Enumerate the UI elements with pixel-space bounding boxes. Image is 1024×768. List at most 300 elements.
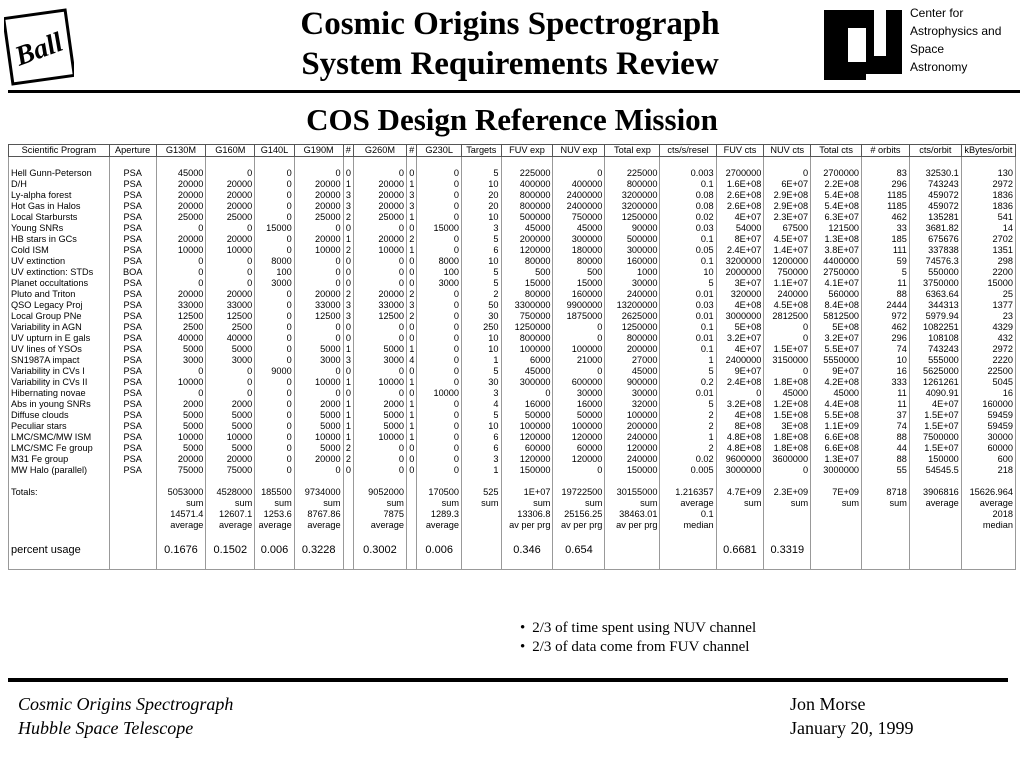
table-cell: Ly-alpha forest (9, 190, 110, 201)
table-cell: 1 (660, 432, 716, 443)
table-cell: 60000 (553, 443, 605, 454)
table-cell: 2 (660, 443, 716, 454)
table-cell: 0 (255, 190, 294, 201)
table-cell (255, 531, 294, 542)
table-cell: 2702 (961, 234, 1015, 245)
table-cell: 3 (343, 201, 353, 212)
casa-line-2: Astrophysics and (910, 24, 1002, 38)
table-cell: 3000000 (716, 465, 764, 476)
table-cell: 750000 (764, 267, 811, 278)
table-cell: 40000 (156, 333, 206, 344)
table-cell: 800000 (605, 333, 660, 344)
table-cell: average (909, 498, 961, 509)
table-cell (660, 476, 716, 487)
column-header: cts/s/resel (660, 145, 716, 157)
table-cell: PSA (109, 388, 156, 399)
table-cell: 37 (862, 410, 910, 421)
table-cell: 3000 (156, 355, 206, 366)
table-cell: 50 (462, 300, 501, 311)
table-cell (501, 157, 553, 169)
table-cell: 0 (417, 421, 462, 432)
table-cell: 3150000 (764, 355, 811, 366)
table-cell: 5045 (961, 377, 1015, 388)
table-cell (206, 558, 255, 570)
table-cell: 30000 (605, 388, 660, 399)
table-cell: 0 (406, 465, 416, 476)
table-cell (343, 157, 353, 169)
table-cell: 10 (462, 344, 501, 355)
footer-author: Jon Morse (790, 694, 866, 714)
table-cell: 0.2 (660, 377, 716, 388)
table-cell: 5000 (206, 410, 255, 421)
table-cell (294, 558, 343, 570)
table-cell: av per prg (553, 520, 605, 531)
table-cell (462, 509, 501, 520)
table-cell: 4.8E+08 (716, 443, 764, 454)
table-cell: 38463.01 (605, 509, 660, 520)
table-row (9, 421, 1016, 432)
table-cell: 9E+07 (716, 366, 764, 377)
table-cell: 0 (406, 168, 416, 179)
table-cell: 0 (417, 190, 462, 201)
table-cell: 1250000 (501, 322, 553, 333)
table-row (9, 256, 1016, 267)
table-cell (961, 157, 1015, 169)
table-cell: 2 (343, 212, 353, 223)
column-header: NUV cts (764, 145, 811, 157)
table-cell: 1 (343, 410, 353, 421)
table-row (9, 300, 1016, 311)
table-cell: 12607.1 (206, 509, 255, 520)
table-cell: 3000 (255, 278, 294, 289)
table-cell: Hell Gunn-Peterson (9, 168, 110, 179)
table-cell: 1 (660, 355, 716, 366)
table-row (9, 432, 1016, 443)
table-cell: 5 (462, 366, 501, 377)
table-cell: 5000 (156, 443, 206, 454)
table-cell: 11 (862, 278, 910, 289)
table-cell: 0 (343, 465, 353, 476)
table-cell: 45000 (501, 223, 553, 234)
table-cell: 5053000 (156, 487, 206, 498)
table-cell (406, 157, 416, 169)
table-cell: 9052000 (353, 487, 406, 498)
table-cell (553, 531, 605, 542)
table-cell: 20 (462, 201, 501, 212)
table-cell: 20000 (353, 234, 406, 245)
table-cell: 0 (206, 267, 255, 278)
table-cell: 100 (417, 267, 462, 278)
table-cell: 4329 (961, 322, 1015, 333)
table-cell: 100000 (501, 421, 553, 432)
table-cell: 30 (462, 377, 501, 388)
column-header: Aperture (109, 145, 156, 157)
table-cell: 200000 (605, 421, 660, 432)
table-cell: 108108 (909, 333, 961, 344)
table-cell: 45000 (553, 223, 605, 234)
table-cell (660, 558, 716, 570)
table-row (9, 344, 1016, 355)
table-cell: 111 (862, 245, 910, 256)
table-cell: 13306.8 (501, 509, 553, 520)
table-cell: 0 (294, 256, 343, 267)
table-cell: 13200000 (605, 300, 660, 311)
table-cell: 0 (417, 377, 462, 388)
table-cell: 74 (862, 344, 910, 355)
table-cell: 5 (462, 267, 501, 278)
table-cell: 218 (961, 465, 1015, 476)
table-cell: 25000 (353, 212, 406, 223)
table-cell: PSA (109, 278, 156, 289)
table-cell: 0.003 (660, 168, 716, 179)
table-cell: 0 (417, 432, 462, 443)
table-cell: average (660, 498, 716, 509)
table-cell: 1 (343, 432, 353, 443)
table-cell: 0 (764, 465, 811, 476)
table-cell: LMC/SMC Fe group (9, 443, 110, 454)
table-cell: 100000 (605, 410, 660, 421)
table-cell (9, 157, 110, 169)
table-cell: 4090.91 (909, 388, 961, 399)
table-cell: 4E+08 (716, 410, 764, 421)
page-title (250, 4, 770, 84)
table-cell: 0.346 (501, 542, 553, 558)
table-cell: 2000 (206, 399, 255, 410)
table-cell: 0 (294, 388, 343, 399)
table-cell: 1 (406, 377, 416, 388)
table-cell: PSA (109, 256, 156, 267)
table-cell: 5E+08 (811, 322, 862, 333)
table-cell: 0 (764, 333, 811, 344)
table-cell: 6000 (501, 355, 553, 366)
table-cell: 0.005 (660, 465, 716, 476)
table-cell: 3000 (353, 355, 406, 366)
table-cell (909, 509, 961, 520)
table-cell: Diffuse clouds (9, 410, 110, 421)
table-row (9, 212, 1016, 223)
table-cell: 0 (353, 443, 406, 454)
table-cell: 0 (417, 443, 462, 454)
table-cell: 59459 (961, 410, 1015, 421)
table-cell: 30 (462, 311, 501, 322)
table-cell: 3.8E+07 (811, 245, 862, 256)
table-cell: 900000 (605, 377, 660, 388)
table-cell (501, 558, 553, 570)
table-cell: 1.3E+08 (811, 234, 862, 245)
table-cell (406, 509, 416, 520)
table-cell: 3 (462, 454, 501, 465)
casa-line-1: Center for (910, 6, 964, 20)
table-cell: 800000 (501, 333, 553, 344)
table-cell: PSA (109, 333, 156, 344)
table-cell: 0.1 (660, 344, 716, 355)
table-cell: average (156, 520, 206, 531)
table-cell: 0 (255, 212, 294, 223)
table-cell: 1E+07 (501, 487, 553, 498)
table-cell: Variability in AGN (9, 322, 110, 333)
table-cell: 0 (255, 300, 294, 311)
table-cell: average (255, 520, 294, 531)
table-cell (716, 476, 764, 487)
table-cell: 5 (660, 399, 716, 410)
table-cell: 5.5E+08 (811, 410, 862, 421)
table-cell: 50000 (501, 410, 553, 421)
table-cell: 5000 (206, 421, 255, 432)
table-cell: Planet occultations (9, 278, 110, 289)
table-cell: 0 (294, 168, 343, 179)
table-cell: 20000 (353, 289, 406, 300)
table-cell (553, 157, 605, 169)
table-cell: MW Halo (parallel) (9, 465, 110, 476)
table-cell: 2400000 (553, 201, 605, 212)
average-label-row (9, 520, 1016, 531)
table-cell: 150000 (909, 454, 961, 465)
table-cell: 300000 (553, 234, 605, 245)
table-cell (764, 558, 811, 570)
table-cell: 5000 (294, 344, 343, 355)
table-cell: 1.3E+07 (811, 454, 862, 465)
table-cell: 6 (462, 432, 501, 443)
table-cell: 296 (862, 333, 910, 344)
table-cell: 10 (862, 355, 910, 366)
table-cell: 74576.3 (909, 256, 961, 267)
table-cell: 462 (862, 322, 910, 333)
table-cell: sum (501, 498, 553, 509)
column-header: # (406, 145, 416, 157)
table-cell (660, 531, 716, 542)
table-cell: 0.05 (660, 245, 716, 256)
table-cell: 0 (294, 322, 343, 333)
table-cell: 5000 (206, 344, 255, 355)
table-cell: 0 (255, 179, 294, 190)
column-header: Targets (462, 145, 501, 157)
table-cell: 32000 (605, 399, 660, 410)
table-cell: Young SNRs (9, 223, 110, 234)
table-cell: 45000 (156, 168, 206, 179)
table-row (9, 201, 1016, 212)
table-cell: 3 (406, 190, 416, 201)
table-cell: sum (255, 498, 294, 509)
table-cell: PSA (109, 201, 156, 212)
table-cell (811, 531, 862, 542)
table-cell: 0 (255, 322, 294, 333)
table-cell: 1 (406, 432, 416, 443)
table-cell: 0.1502 (206, 542, 255, 558)
table-cell: 160000 (961, 399, 1015, 410)
table-cell: 743243 (909, 344, 961, 355)
table-cell: 45000 (605, 366, 660, 377)
percent-usage-row (9, 542, 1016, 558)
table-cell: PSA (109, 322, 156, 333)
table-cell: 0 (406, 256, 416, 267)
table-cell: 10 (462, 256, 501, 267)
table-cell: 20000 (294, 201, 343, 212)
column-header: FUV cts (716, 145, 764, 157)
table-cell: 20000 (156, 190, 206, 201)
table-cell: Pluto and Triton (9, 289, 110, 300)
table-cell: 0 (716, 388, 764, 399)
table-cell: 972 (862, 311, 910, 322)
casa-line-4: Astronomy (910, 60, 968, 74)
table-cell: 15000 (961, 278, 1015, 289)
table-cell: 54000 (716, 223, 764, 234)
table-cell: 2220 (961, 355, 1015, 366)
table-cell: 0 (255, 289, 294, 300)
table-cell (909, 542, 961, 558)
table-cell: 12500 (206, 311, 255, 322)
table-cell: 3E+08 (764, 421, 811, 432)
table-cell: 9E+07 (811, 366, 862, 377)
spacer-row (9, 558, 1016, 570)
table-cell: 20000 (294, 454, 343, 465)
table-cell: 0 (417, 179, 462, 190)
table-cell (109, 520, 156, 531)
table-cell: 0.6681 (716, 542, 764, 558)
table-cell: 0 (406, 322, 416, 333)
table-cell: 2 (660, 421, 716, 432)
table-cell (909, 558, 961, 570)
table-cell: 0 (417, 333, 462, 344)
table-cell: PSA (109, 344, 156, 355)
table-cell: 3000000 (716, 311, 764, 322)
table-cell: 3 (343, 311, 353, 322)
table-cell: 10000 (294, 377, 343, 388)
table-cell: 9900000 (553, 300, 605, 311)
table-cell: 14 (961, 223, 1015, 234)
table-cell: 10 (462, 212, 501, 223)
table-cell: 20000 (206, 179, 255, 190)
table-cell: 0 (764, 366, 811, 377)
table-cell: PSA (109, 212, 156, 223)
table-cell: 185500 (255, 487, 294, 498)
table-cell (156, 157, 206, 169)
table-cell: 45000 (764, 388, 811, 399)
table-cell: 4E+07 (909, 399, 961, 410)
table-cell (406, 487, 416, 498)
table-cell: 1250000 (605, 322, 660, 333)
table-cell: av per prg (501, 520, 553, 531)
table-cell: 2625000 (605, 311, 660, 322)
table-row (9, 399, 1016, 410)
table-cell: 0 (353, 278, 406, 289)
section-title: COS Design Reference Mission (306, 102, 718, 137)
table-cell: 20000 (206, 289, 255, 300)
table-cell: 25000 (206, 212, 255, 223)
table-cell: 525 (462, 487, 501, 498)
table-cell (9, 531, 110, 542)
column-header: NUV exp (553, 145, 605, 157)
table-cell: 5.4E+08 (811, 190, 862, 201)
table-row (9, 465, 1016, 476)
table-cell: 67500 (764, 223, 811, 234)
table-cell: median (961, 520, 1015, 531)
table-cell: 25 (961, 289, 1015, 300)
table-cell: 2000 (294, 399, 343, 410)
table-cell: 0 (156, 267, 206, 278)
table-cell: 3.2E+07 (811, 333, 862, 344)
table-cell: 20000 (206, 201, 255, 212)
table-cell: 344313 (909, 300, 961, 311)
table-cell: 4400000 (811, 256, 862, 267)
table-cell: 4.2E+08 (811, 377, 862, 388)
table-cell (811, 157, 862, 169)
table-cell (343, 487, 353, 498)
table-cell: 0 (764, 322, 811, 333)
table-cell: 5 (462, 278, 501, 289)
table-cell (811, 509, 862, 520)
table-cell: 14571.4 (156, 509, 206, 520)
table-cell: 0 (353, 388, 406, 399)
table-cell: 10000 (156, 377, 206, 388)
table-cell: 5550000 (811, 355, 862, 366)
table-cell: 1.8E+08 (764, 443, 811, 454)
table-cell (109, 531, 156, 542)
table-cell: 2000 (353, 399, 406, 410)
table-cell: 3300000 (501, 300, 553, 311)
table-cell: 21000 (553, 355, 605, 366)
title-line-2: System Requirements Review (301, 46, 719, 82)
table-cell: 2 (660, 410, 716, 421)
table-cell: M31 Fe group (9, 454, 110, 465)
bullet-item: • 2/3 of time spent using NUV channel (520, 619, 756, 638)
table-cell: 10 (462, 179, 501, 190)
table-cell (716, 157, 764, 169)
table-cell: 120000 (501, 432, 553, 443)
table-cell: 0 (343, 256, 353, 267)
table-cell: 45000 (501, 366, 553, 377)
table-cell: PSA (109, 377, 156, 388)
table-cell: 0 (156, 223, 206, 234)
table-cell (417, 157, 462, 169)
table-cell: 0 (353, 322, 406, 333)
table-cell: 240000 (605, 289, 660, 300)
table-cell: PSA (109, 179, 156, 190)
table-cell: PSA (109, 421, 156, 432)
table-cell (343, 558, 353, 570)
table-cell: 1.1E+09 (811, 421, 862, 432)
table-cell: 1 (343, 234, 353, 245)
table-cell: 2750000 (811, 267, 862, 278)
table-cell: 30000 (553, 388, 605, 399)
table-cell (909, 476, 961, 487)
table-cell: 0 (353, 256, 406, 267)
table-cell: 4.4E+08 (811, 399, 862, 410)
table-cell: PSA (109, 190, 156, 201)
table-cell: 5000 (294, 443, 343, 454)
table-cell: 462 (862, 212, 910, 223)
table-cell (462, 558, 501, 570)
ball-logo (4, 8, 74, 86)
table-cell: 12500 (294, 311, 343, 322)
table-cell: UV upturn in E gals (9, 333, 110, 344)
table-cell: 0 (255, 399, 294, 410)
table-cell: 20000 (353, 201, 406, 212)
table-cell: 80000 (553, 256, 605, 267)
table-cell: 4E+08 (716, 300, 764, 311)
table-cell: 33000 (353, 300, 406, 311)
table-cell: 0 (255, 245, 294, 256)
table-cell: 4.5E+07 (764, 234, 811, 245)
table-cell: 3 (462, 388, 501, 399)
table-cell: 10 (660, 267, 716, 278)
table-cell: 0 (206, 366, 255, 377)
table-cell: 296 (862, 179, 910, 190)
table-cell (862, 542, 910, 558)
table-cell: 0 (406, 278, 416, 289)
table-cell (353, 558, 406, 570)
table-cell: 0 (406, 443, 416, 454)
table-cell: 1.5E+07 (909, 410, 961, 421)
